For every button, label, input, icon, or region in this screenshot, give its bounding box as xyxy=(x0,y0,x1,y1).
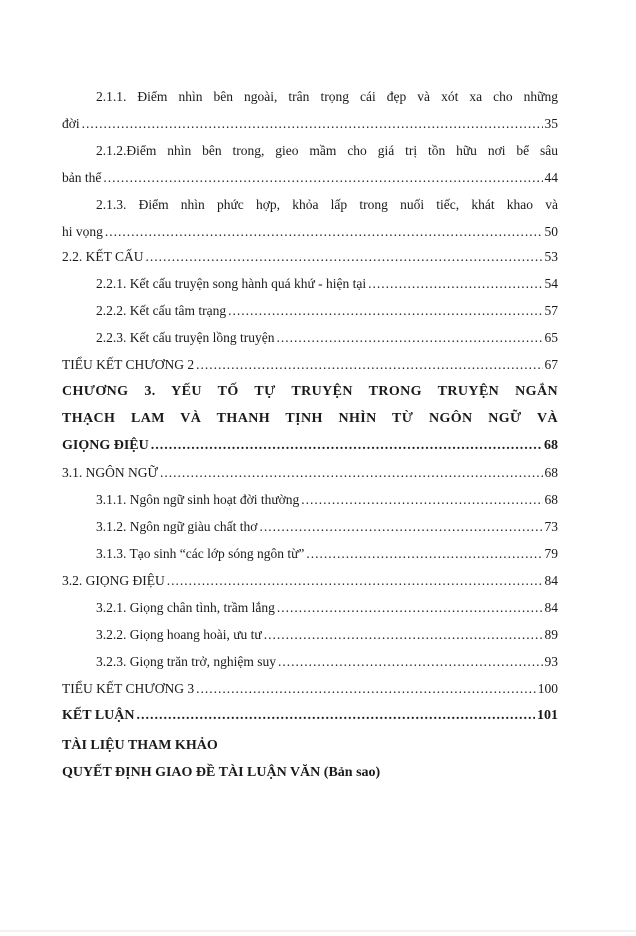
dot-leader xyxy=(160,464,543,482)
toc-page-number: 68 xyxy=(544,438,558,453)
toc-entry-text: 2.2.3. Kết cấu truyện lồng truyện xyxy=(96,330,275,345)
toc-page-number: 53 xyxy=(544,249,558,264)
toc-page-number: 65 xyxy=(544,330,558,345)
toc-entry-3-2-1[interactable] xyxy=(96,599,558,617)
toc-page-number: 68 xyxy=(544,465,558,480)
toc-page-number: 67 xyxy=(544,357,558,372)
toc-entry-text: 3.2.2. Giọng hoang hoài, ưu tư xyxy=(96,627,262,642)
dot-leader xyxy=(196,356,542,374)
dot-leader xyxy=(151,437,542,455)
toc-entry-2-1-3[interactable] xyxy=(62,223,558,241)
toc-entry-text: 3.1.3. Tạo sinh “các lớp sóng ngôn từ” xyxy=(96,546,305,561)
toc-entry-text: 3.1.2. Ngôn ngữ giàu chất thơ xyxy=(96,519,258,534)
toc-entry-text: 2.2.2. Kết cấu tâm trạng xyxy=(96,303,227,318)
dot-leader xyxy=(259,518,542,536)
dot-leader xyxy=(368,275,542,293)
toc-entry-text: KẾT LUẬN xyxy=(62,708,135,723)
toc-page-number: 50 xyxy=(544,224,558,239)
toc-entry-text: 3.2.3. Giọng trăn trở, nghiệm suy xyxy=(96,654,276,669)
dot-leader xyxy=(301,491,542,509)
toc-entry-text: GIỌNG ĐIỆU xyxy=(62,438,149,453)
dot-leader xyxy=(103,169,542,187)
toc-page-number: 84 xyxy=(544,600,558,615)
toc-entry-2-1-3-line1: 2.1.3. Điểm nhìn phức hợp, khỏa lấp trong nuối tiếc, khát khao và xyxy=(96,197,558,212)
toc-entry-tieu-ket-2[interactable] xyxy=(62,356,558,374)
toc-page-number: 79 xyxy=(544,546,558,561)
toc-entry-text: TIỂU KẾT CHƯƠNG 3 xyxy=(62,681,195,696)
dot-leader xyxy=(278,653,543,671)
toc-chapter-3-line2: THẠCH LAM VÀ THANH TỊNH NHÌN TỪ NGÔN NGỮ VÀ xyxy=(62,411,558,426)
dot-leader xyxy=(228,302,542,320)
toc-entry-text: 3.2.1. Giọng chân tình, trầm lắng xyxy=(96,600,275,615)
toc-entry-2-2-3[interactable] xyxy=(96,329,558,347)
toc-entry-text: 2.2.1. Kết cấu truyện song hành quá khứ - hiện tại xyxy=(96,276,367,291)
toc-page-number: 44 xyxy=(544,170,558,185)
toc-entry-2-1-1[interactable] xyxy=(62,115,558,133)
toc-page-number: 93 xyxy=(544,654,558,669)
toc-entry-3-1-2[interactable] xyxy=(96,518,558,536)
toc-page-number: 89 xyxy=(544,627,558,642)
toc-page-number: 73 xyxy=(544,519,558,534)
toc-page-number: 35 xyxy=(544,116,558,131)
toc-page-number: 68 xyxy=(544,492,558,507)
toc-entry-text: đời xyxy=(62,116,80,131)
dot-leader xyxy=(105,223,543,241)
page-bottom-edge xyxy=(0,930,636,932)
toc-entry-2-2-1[interactable] xyxy=(96,275,558,293)
toc-entry-text: hi vọng xyxy=(62,224,103,239)
toc-entry-tai-lieu-tham-khao[interactable]: TÀI LIỆU THAM KHẢO xyxy=(62,738,218,753)
dot-leader xyxy=(277,599,543,617)
toc-entry-3-2-2[interactable] xyxy=(96,626,558,644)
toc-chapter-3-line1: CHƯƠNG 3. YẾU TỐ TỰ TRUYỆN TRONG TRUYỆN NGẮN xyxy=(62,384,558,399)
toc-entry-text: bản thể xyxy=(62,170,102,185)
toc-page-number: 101 xyxy=(537,708,558,723)
dot-leader xyxy=(146,248,543,266)
toc-page-number: 57 xyxy=(544,303,558,318)
toc-entry-text: 3.1.1. Ngôn ngữ sinh hoạt đời thường xyxy=(96,492,300,507)
dot-leader xyxy=(136,707,535,725)
toc-entry-ket-luan[interactable] xyxy=(62,707,558,725)
dot-leader xyxy=(276,329,542,347)
dot-leader xyxy=(306,545,542,563)
toc-entry-text: 3.2. GIỌNG ĐIỆU xyxy=(62,573,165,588)
toc-page-number: 100 xyxy=(537,681,558,696)
toc-entry-2-1-2-line1: 2.1.2.Điểm nhìn bên trong, gieo mầm cho giá trị tồn hữu nơi bể sâu xyxy=(96,143,558,158)
toc-entry-2-1-2[interactable] xyxy=(62,169,558,187)
dot-leader xyxy=(82,115,543,133)
toc-entry-2-1-1-line1: 2.1.1. Điểm nhìn bên ngoài, trân trọng cái đẹp và xót xa cho những xyxy=(96,89,558,104)
toc-entry-text: TIỂU KẾT CHƯƠNG 2 xyxy=(62,357,195,372)
toc-entry-3-1[interactable] xyxy=(62,464,558,482)
toc-entry-3-2-3[interactable] xyxy=(96,653,558,671)
toc-entry-quyet-dinh[interactable] xyxy=(62,764,380,782)
toc-entry-text: 3.1. NGÔN NGỮ xyxy=(62,465,158,480)
toc-entry-2-2-2[interactable] xyxy=(96,302,558,320)
toc-page-number: 54 xyxy=(544,276,558,291)
toc-entry-chapter-3[interactable] xyxy=(62,437,558,455)
dot-leader xyxy=(167,572,543,590)
toc-entry-3-1-3[interactable] xyxy=(96,545,558,563)
dot-leader xyxy=(196,680,536,698)
toc-entry-text: QUYẾT ĐỊNH GIAO ĐỀ TÀI LUẬN VĂN xyxy=(62,765,321,780)
toc-page-number: 84 xyxy=(544,573,558,588)
toc-entry-tieu-ket-3[interactable] xyxy=(62,680,558,698)
toc-entry-3-2[interactable] xyxy=(62,572,558,590)
toc-entry-3-1-1[interactable] xyxy=(96,491,558,509)
dot-leader xyxy=(264,626,543,644)
toc-entry-2-2[interactable] xyxy=(62,248,558,266)
toc-entry-text: 2.2. KẾT CẤU xyxy=(62,249,144,264)
toc-entry-note: (Bản sao) xyxy=(323,765,381,780)
